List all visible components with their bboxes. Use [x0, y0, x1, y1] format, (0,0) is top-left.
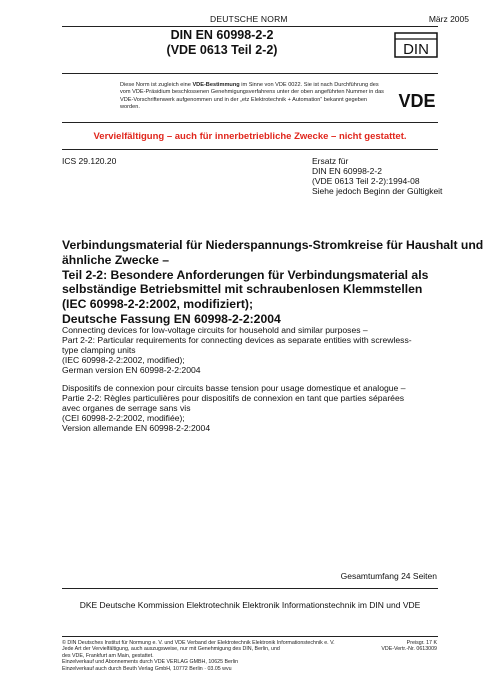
copyright-line: © DIN Deutsches Institut für Normung e. V. und VDE Verband der Elektrotechnik Elektronik Informationstechnik e. V. — [62, 640, 335, 646]
copyright-line: Einzelverkauf auch durch Beuth Verlag GmbH, 10772 Berlin · 03.05 wvu — [62, 665, 232, 672]
replacement-line: Ersatz für — [312, 156, 349, 166]
german-title-line: Deutsche Fassung EN 60998-2-2:2004 — [62, 311, 281, 326]
german-title — [62, 238, 484, 327]
warning-rule — [62, 149, 438, 150]
english-title-line: type clamping units — [62, 345, 136, 356]
replacement-info — [312, 156, 442, 196]
vde-note — [120, 82, 385, 111]
german-title-line: selbständige Betriebsmittel mit schraubenlosen Klemmstellen — [62, 282, 423, 297]
replacement-line: (VDE 0613 Teil 2-2):1994-08 — [312, 176, 420, 186]
svg-text:DIN: DIN — [403, 41, 429, 58]
french-title — [62, 383, 447, 433]
header-rule — [62, 26, 438, 27]
publication-date: März 2005 — [428, 14, 469, 24]
document-vde-number: (VDE 0613 Teil 2-2) — [166, 43, 278, 57]
french-title-line: Dispositifs de connexion pour circuits basse tension pour usage domestique et analogue – — [62, 383, 406, 393]
copyright-line: Einzelverkauf und Abonnements durch VDE VERLAG GMBH, 10625 Berlin — [62, 659, 239, 666]
replacement-line: Siehe jedoch Beginn der Gültigkeit — [312, 186, 443, 196]
price-group: Preisgr. 17 K — [406, 640, 437, 646]
english-title-line: German version EN 60998-2-2:2004 — [62, 365, 201, 376]
price-info — [357, 640, 437, 653]
vde-logo — [393, 90, 441, 110]
dke-line: DKE Deutsche Kommission Elektrotechnik Elektronik Informationstechnik im DIN und VDE — [79, 600, 421, 610]
vde-contract-number: VDE-Vertr.-Nr. 0613009 — [381, 646, 437, 653]
total-pages: Gesamtumfang 24 Seiten — [340, 571, 437, 581]
document-number: DIN EN 60998-2-2 — [170, 28, 274, 42]
title-rule — [62, 73, 438, 74]
note-rule — [62, 122, 438, 123]
german-title-line: ähnliche Zwecke – — [62, 252, 170, 267]
copyright-line: Jede Art der Vervielfältigung, auch auszugsweise, nur mit Genehmigung des DIN, Berlin, und — [62, 646, 280, 653]
ics-code: ICS 29.120.20 — [62, 156, 117, 166]
french-title-line: (CEI 60998-2-2:2002, modifiée); — [62, 413, 185, 424]
vde-note-intro: Diese Norm ist zugleich eine — [120, 82, 193, 88]
english-title — [62, 325, 447, 375]
copyright-line: des VDE, Frankfurt am Main, gestattet. — [62, 652, 154, 659]
english-title-line: Part 2-2: Particular requirements for connecting devices as separate entities with screwless- — [62, 335, 412, 346]
vde-note-body: im Sinne von VDE 0022. Sie ist nach Durchführung des vom VDE-Präsidium beschlossenen Genehmigungsverfahrens unter der oben angeführten Nummer in das VDE-Vorschriftenwerk aufgenommen und in der „etz Elektrotechnik + Automation“ bekannt gegeben worden. — [120, 82, 384, 110]
replacement-line: DIN EN 60998-2-2 — [312, 166, 382, 176]
copyright-notice — [62, 640, 342, 672]
english-title-line: (IEC 60998-2-2:2002, modified); — [62, 355, 185, 366]
german-title-line: (IEC 60998-2-2:2002, modifiziert); — [62, 297, 254, 312]
document-title — [62, 28, 382, 58]
german-title-line: Verbindungsmaterial für Niederspannungs-Stromkreise für Haushalt und — [62, 238, 484, 252]
standard-type-label: DEUTSCHE NORM — [210, 14, 288, 24]
french-title-line: avec organes de serrage sans vis — [62, 403, 191, 414]
pages-rule — [62, 588, 438, 589]
svg-text:VDE: VDE — [398, 91, 436, 110]
vde-note-emphasis: VDE-Bestimmung — [192, 82, 240, 88]
copy-warning: Vervielfältigung – auch für innerbetriebliche Zwecke – nicht gestattet. — [93, 131, 407, 142]
german-title-line: Teil 2-2: Besondere Anforderungen für Verbindungsmaterial als — [62, 267, 429, 282]
footer-rule — [62, 636, 438, 637]
french-title-line: Version allemande EN 60998-2-2:2004 — [62, 423, 211, 434]
english-title-line: Connecting devices for low-voltage circuits for household and similar purposes – — [62, 325, 368, 335]
french-title-line: Partie 2-2: Règles particulières pour dispositifs de connexion en tant que parties séparées — [62, 393, 405, 404]
din-logo — [394, 32, 438, 58]
